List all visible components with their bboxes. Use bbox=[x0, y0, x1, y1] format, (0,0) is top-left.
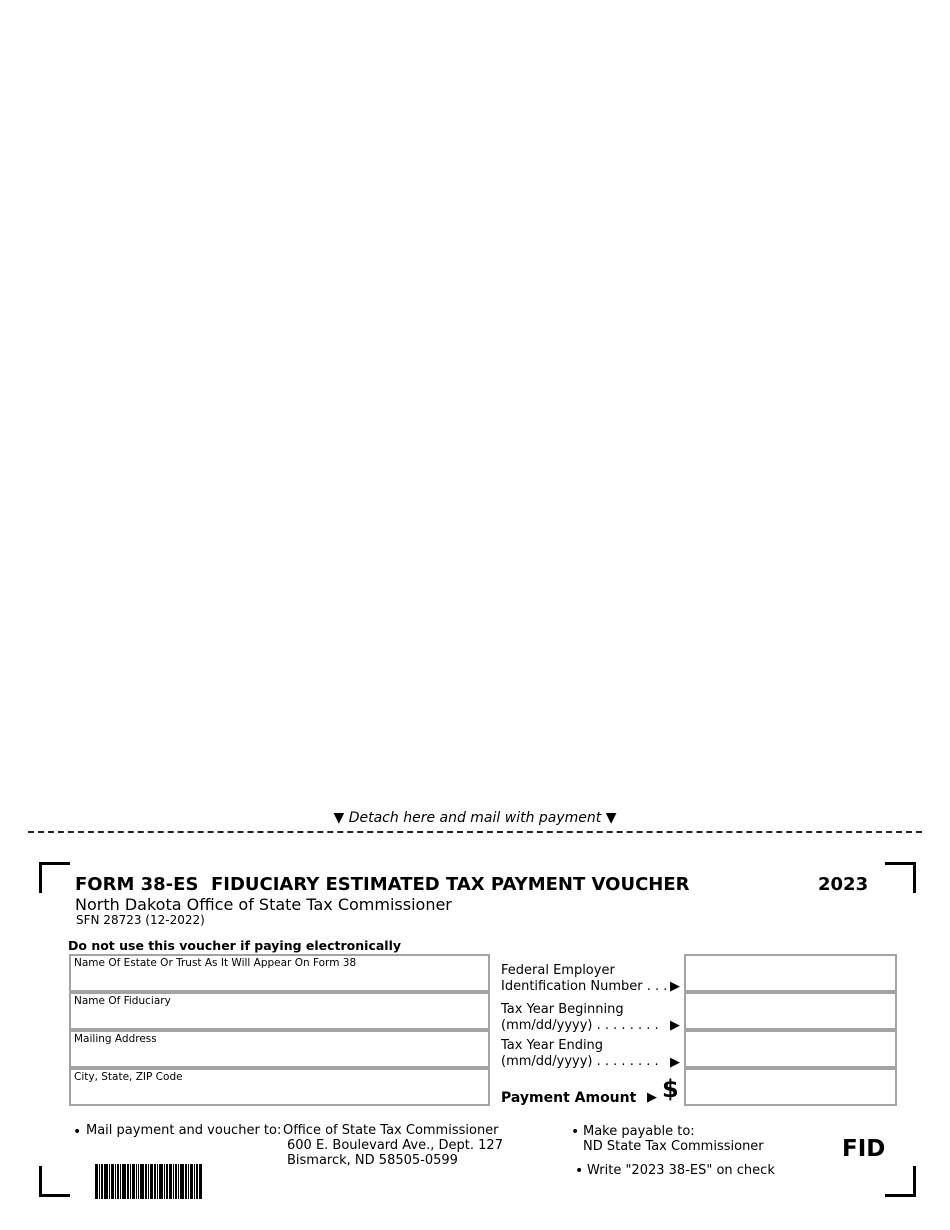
crop-mark-bottom-right bbox=[885, 1166, 916, 1197]
bullet-icon: • bbox=[73, 1124, 82, 1140]
right-arrow-icon: ▶ bbox=[670, 979, 680, 994]
mailing-address-input[interactable] bbox=[74, 1048, 485, 1064]
form-title: FORM 38-ES FIDUCIARY ESTIMATED TAX PAYMENT VOUCHER bbox=[75, 874, 690, 895]
mail-label: Mail payment and voucher to: bbox=[86, 1123, 282, 1138]
dollar-sign-icon: $ bbox=[662, 1075, 679, 1103]
crop-mark-bottom-left bbox=[39, 1166, 70, 1197]
tax-year-ending-input[interactable] bbox=[690, 1040, 891, 1060]
detach-dashed-line bbox=[28, 831, 922, 833]
form-year: 2023 bbox=[818, 874, 869, 895]
tax-year-ending-box bbox=[684, 1030, 897, 1068]
fiduciary-name-label: Name Of Fiduciary bbox=[74, 995, 171, 1007]
barcode bbox=[95, 1164, 203, 1199]
detach-text: Detach here and mail with payment bbox=[348, 810, 602, 826]
bullet-icon: • bbox=[571, 1124, 580, 1140]
payment-amount-box bbox=[684, 1068, 897, 1106]
payment-amount-label: Payment Amount bbox=[501, 1090, 637, 1106]
down-arrow-icon: ▼ bbox=[605, 810, 617, 826]
payment-amount-input[interactable] bbox=[690, 1078, 891, 1098]
fiduciary-name-box bbox=[69, 992, 490, 1030]
mail-address-line2: 600 E. Boulevard Ave., Dept. 127 bbox=[287, 1138, 503, 1153]
sfn-number: SFN 28723 (12-2022) bbox=[76, 913, 205, 927]
bullet-icon: • bbox=[575, 1163, 584, 1179]
mail-address-line1: Office of State Tax Commissioner bbox=[283, 1123, 499, 1138]
city-state-zip-box bbox=[69, 1068, 490, 1106]
mail-address-line3: Bismarck, ND 58505-0599 bbox=[287, 1153, 458, 1168]
crop-mark-top-left bbox=[39, 862, 70, 893]
crop-mark-top-right bbox=[885, 862, 916, 893]
mailing-address-label: Mailing Address bbox=[74, 1033, 157, 1045]
right-arrow-icon: ▶ bbox=[670, 1055, 680, 1070]
fein-label: Federal Employer Identification Number . . . bbox=[501, 963, 668, 994]
tax-year-beginning-input[interactable] bbox=[690, 1002, 891, 1022]
tax-year-ending-label: Tax Year Ending (mm/dd/yyyy) . . . . . . . . bbox=[501, 1038, 659, 1069]
fiduciary-name-input[interactable] bbox=[74, 1010, 485, 1026]
payable-label: Make payable to: bbox=[583, 1124, 695, 1139]
city-state-zip-input[interactable] bbox=[74, 1086, 485, 1102]
electronic-payment-notice: Do not use this voucher if paying electronically bbox=[68, 938, 402, 953]
right-arrow-icon: ▶ bbox=[670, 1018, 680, 1033]
mailing-address-box bbox=[69, 1030, 490, 1068]
form-code: FID bbox=[842, 1136, 886, 1162]
fein-box bbox=[684, 954, 897, 992]
down-arrow-icon: ▼ bbox=[333, 810, 345, 826]
check-note: Write "2023 38-ES" on check bbox=[587, 1163, 775, 1178]
estate-name-input[interactable] bbox=[74, 972, 485, 988]
fein-input[interactable] bbox=[690, 964, 891, 984]
payable-to: ND State Tax Commissioner bbox=[583, 1139, 764, 1154]
right-arrow-icon: ▶ bbox=[647, 1090, 657, 1105]
estate-name-box bbox=[69, 954, 490, 992]
tax-year-beginning-box bbox=[684, 992, 897, 1030]
detach-instruction bbox=[0, 810, 950, 826]
estate-name-label: Name Of Estate Or Trust As It Will Appear On Form 38 bbox=[74, 957, 357, 969]
tax-year-beginning-label: Tax Year Beginning (mm/dd/yyyy) . . . . . . . . bbox=[501, 1002, 659, 1033]
city-state-zip-label: City, State, ZIP Code bbox=[74, 1071, 183, 1083]
agency-name: North Dakota Office of State Tax Commissioner bbox=[75, 895, 452, 914]
